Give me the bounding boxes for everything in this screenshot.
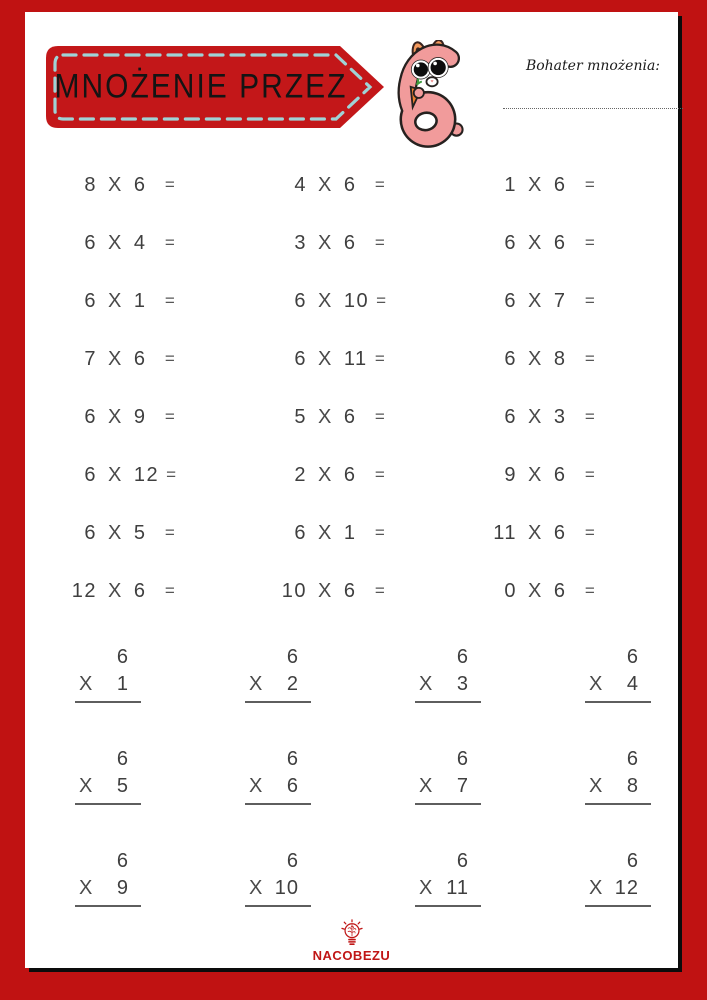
factor-a: 6 bbox=[294, 289, 307, 312]
times-operator: X bbox=[249, 775, 264, 797]
hero-label: Bohater mnożenia: bbox=[525, 58, 661, 74]
equals-sign: = bbox=[166, 465, 178, 484]
vertical-problem bbox=[75, 746, 141, 805]
factor-b: 6 bbox=[553, 231, 567, 254]
equals-sign: = bbox=[374, 233, 387, 252]
equals-sign: = bbox=[374, 175, 387, 194]
times-operator: X bbox=[528, 173, 543, 196]
vertical-operator-row bbox=[245, 773, 311, 800]
equals-sign: = bbox=[584, 465, 597, 484]
multiplication-problem bbox=[265, 388, 475, 446]
equals-sign: = bbox=[164, 175, 177, 194]
factor-b: 8 bbox=[553, 347, 567, 370]
vertical-multiplicand: 6 bbox=[116, 850, 129, 872]
factor-b: 1 bbox=[133, 289, 147, 312]
multiplication-problem bbox=[475, 562, 685, 620]
times-operator: X bbox=[108, 231, 123, 254]
times-operator: X bbox=[108, 289, 123, 312]
factor-a: 3 bbox=[294, 231, 307, 254]
vertical-operator-row bbox=[415, 875, 481, 902]
factor-b: 6 bbox=[553, 173, 567, 196]
footer bbox=[25, 919, 678, 963]
vertical-multiplier: 11 bbox=[446, 877, 469, 899]
equals-sign: = bbox=[374, 349, 387, 368]
times-operator: X bbox=[528, 405, 543, 428]
vertical-operator-row bbox=[245, 875, 311, 902]
times-operator: X bbox=[419, 775, 434, 797]
name-fill-line bbox=[503, 108, 683, 109]
times-operator: X bbox=[249, 877, 264, 899]
multiplication-problem bbox=[265, 446, 475, 504]
vertical-problem bbox=[415, 644, 481, 703]
multiplication-problem bbox=[55, 446, 265, 504]
factor-b: 1 bbox=[343, 521, 357, 544]
factor-a: 6 bbox=[504, 231, 517, 254]
factor-a: 6 bbox=[84, 231, 97, 254]
bunny-six-icon bbox=[385, 40, 473, 154]
vertical-problem bbox=[415, 746, 481, 805]
factor-a: 7 bbox=[84, 347, 97, 370]
vertical-multiplicand: 6 bbox=[626, 748, 639, 770]
equals-sign: = bbox=[164, 523, 177, 542]
vertical-multiplier: 4 bbox=[626, 673, 639, 695]
factor-a: 6 bbox=[84, 405, 97, 428]
multiplication-problem bbox=[265, 272, 475, 330]
factor-a: 6 bbox=[84, 463, 97, 486]
times-operator: X bbox=[318, 289, 333, 312]
multiplication-problem bbox=[475, 388, 685, 446]
factor-b: 6 bbox=[343, 579, 357, 602]
horizontal-problems-grid bbox=[55, 156, 685, 620]
times-operator: X bbox=[528, 289, 543, 312]
multiplication-problem bbox=[55, 504, 265, 562]
factor-b: 10 bbox=[343, 289, 370, 312]
times-operator: X bbox=[589, 673, 604, 695]
times-operator: X bbox=[589, 877, 604, 899]
times-operator: X bbox=[528, 347, 543, 370]
vertical-multiplicand: 6 bbox=[456, 646, 469, 668]
vertical-multiplier: 7 bbox=[456, 775, 469, 797]
equals-sign: = bbox=[584, 175, 597, 194]
vertical-multiplicand: 6 bbox=[286, 646, 299, 668]
vertical-multiplier: 1 bbox=[116, 673, 129, 695]
vertical-multiplier: 12 bbox=[614, 877, 639, 899]
vertical-problems-grid bbox=[75, 644, 651, 907]
equals-sign: = bbox=[374, 465, 387, 484]
worksheet-page bbox=[25, 12, 678, 968]
logo-text: NACOBEZU bbox=[312, 948, 391, 963]
vertical-multiplier: 2 bbox=[286, 673, 299, 695]
vertical-problem bbox=[245, 746, 311, 805]
equals-sign: = bbox=[374, 523, 387, 542]
equals-sign: = bbox=[374, 581, 387, 600]
multiplication-problem bbox=[265, 504, 475, 562]
times-operator: X bbox=[318, 521, 333, 544]
multiplication-problem bbox=[475, 330, 685, 388]
factor-a: 12 bbox=[71, 579, 97, 602]
multiplication-problem bbox=[475, 156, 685, 214]
vertical-operator-row bbox=[585, 773, 651, 800]
factor-b: 3 bbox=[553, 405, 567, 428]
factor-a: 8 bbox=[84, 173, 97, 196]
mascot-six-illustration bbox=[385, 40, 473, 154]
multiplication-problem bbox=[265, 214, 475, 272]
multiplication-problem bbox=[265, 562, 475, 620]
times-operator: X bbox=[528, 231, 543, 254]
times-operator: X bbox=[318, 463, 333, 486]
multiplication-problem bbox=[55, 388, 265, 446]
multiplication-problem bbox=[55, 156, 265, 214]
multiplication-problem bbox=[55, 562, 265, 620]
equals-sign: = bbox=[164, 291, 177, 310]
factor-b: 6 bbox=[133, 173, 147, 196]
vertical-multiplier: 5 bbox=[116, 775, 129, 797]
factor-a: 4 bbox=[294, 173, 307, 196]
hero-name-block bbox=[497, 58, 689, 109]
times-operator: X bbox=[419, 877, 434, 899]
factor-b: 6 bbox=[133, 579, 147, 602]
multiplication-problem bbox=[475, 446, 685, 504]
factor-b: 6 bbox=[343, 463, 357, 486]
factor-b: 12 bbox=[133, 463, 160, 486]
vertical-operator-row bbox=[415, 773, 481, 800]
times-operator: X bbox=[79, 673, 94, 695]
multiplication-problem bbox=[475, 214, 685, 272]
vertical-operator-row bbox=[245, 671, 311, 698]
factor-b: 6 bbox=[133, 347, 147, 370]
vertical-multiplier: 10 bbox=[274, 877, 299, 899]
factor-a: 10 bbox=[281, 579, 307, 602]
times-operator: X bbox=[108, 347, 123, 370]
factor-b: 6 bbox=[343, 405, 357, 428]
factor-b: 9 bbox=[133, 405, 147, 428]
times-operator: X bbox=[249, 673, 264, 695]
vertical-multiplicand: 6 bbox=[116, 748, 129, 770]
factor-b: 4 bbox=[133, 231, 147, 254]
factor-b: 5 bbox=[133, 521, 147, 544]
times-operator: X bbox=[528, 521, 543, 544]
times-operator: X bbox=[108, 173, 123, 196]
vertical-multiplier: 6 bbox=[286, 775, 299, 797]
factor-b: 7 bbox=[553, 289, 567, 312]
factor-a: 6 bbox=[84, 289, 97, 312]
factor-a: 6 bbox=[294, 521, 307, 544]
times-operator: X bbox=[108, 521, 123, 544]
factor-a: 1 bbox=[504, 173, 517, 196]
vertical-problem bbox=[75, 644, 141, 703]
factor-a: 6 bbox=[504, 289, 517, 312]
vertical-multiplier: 3 bbox=[456, 673, 469, 695]
vertical-multiplicand: 6 bbox=[626, 646, 639, 668]
equals-sign: = bbox=[164, 581, 177, 600]
vertical-problem bbox=[245, 644, 311, 703]
vertical-operator-row bbox=[585, 875, 651, 902]
factor-b: 6 bbox=[553, 463, 567, 486]
vertical-operator-row bbox=[415, 671, 481, 698]
vertical-multiplicand: 6 bbox=[116, 646, 129, 668]
vertical-multiplicand: 6 bbox=[286, 748, 299, 770]
equals-sign: = bbox=[584, 407, 597, 426]
vertical-multiplicand: 6 bbox=[626, 850, 639, 872]
times-operator: X bbox=[79, 877, 94, 899]
times-operator: X bbox=[528, 579, 543, 602]
factor-a: 9 bbox=[504, 463, 517, 486]
multiplication-problem bbox=[55, 330, 265, 388]
factor-b: 11 bbox=[343, 347, 368, 370]
times-operator: X bbox=[318, 231, 333, 254]
equals-sign: = bbox=[584, 291, 597, 310]
equals-sign: = bbox=[164, 233, 177, 252]
brain-bulb-logo-icon bbox=[335, 919, 369, 947]
vertical-multiplier: 8 bbox=[626, 775, 639, 797]
multiplication-problem bbox=[265, 156, 475, 214]
vertical-multiplicand: 6 bbox=[456, 748, 469, 770]
multiplication-problem bbox=[475, 504, 685, 562]
times-operator: X bbox=[318, 579, 333, 602]
vertical-problem bbox=[75, 848, 141, 907]
vertical-operator-row bbox=[75, 671, 141, 698]
equals-sign: = bbox=[376, 291, 388, 310]
factor-a: 6 bbox=[84, 521, 97, 544]
factor-b: 6 bbox=[553, 521, 567, 544]
factor-b: 6 bbox=[343, 173, 357, 196]
equals-sign: = bbox=[584, 581, 597, 600]
banner-title: MNOŻENIE PRZEZ bbox=[54, 67, 348, 106]
vertical-problem bbox=[415, 848, 481, 907]
multiplication-problem bbox=[265, 330, 475, 388]
times-operator: X bbox=[108, 579, 123, 602]
equals-sign: = bbox=[584, 233, 597, 252]
times-operator: X bbox=[79, 775, 94, 797]
times-operator: X bbox=[318, 405, 333, 428]
vertical-multiplicand: 6 bbox=[456, 850, 469, 872]
vertical-multiplicand: 6 bbox=[286, 850, 299, 872]
equals-sign: = bbox=[164, 349, 177, 368]
vertical-operator-row bbox=[585, 671, 651, 698]
times-operator: X bbox=[318, 347, 333, 370]
vertical-operator-row bbox=[75, 875, 141, 902]
times-operator: X bbox=[108, 463, 123, 486]
multiplication-problem bbox=[55, 214, 265, 272]
equals-sign: = bbox=[164, 407, 177, 426]
vertical-problem bbox=[585, 644, 651, 703]
times-operator: X bbox=[528, 463, 543, 486]
times-operator: X bbox=[318, 173, 333, 196]
factor-a: 0 bbox=[504, 579, 517, 602]
vertical-multiplier: 9 bbox=[116, 877, 129, 899]
factor-a: 6 bbox=[504, 405, 517, 428]
multiplication-problem bbox=[55, 272, 265, 330]
vertical-operator-row bbox=[75, 773, 141, 800]
factor-b: 6 bbox=[553, 579, 567, 602]
factor-a: 6 bbox=[504, 347, 517, 370]
times-operator: X bbox=[108, 405, 123, 428]
equals-sign: = bbox=[584, 523, 597, 542]
vertical-problem bbox=[585, 848, 651, 907]
vertical-problem bbox=[585, 746, 651, 805]
factor-a: 6 bbox=[294, 347, 307, 370]
times-operator: X bbox=[589, 775, 604, 797]
factor-a: 5 bbox=[294, 405, 307, 428]
factor-b: 6 bbox=[343, 231, 357, 254]
equals-sign: = bbox=[374, 407, 387, 426]
equals-sign: = bbox=[584, 349, 597, 368]
title-banner bbox=[45, 45, 385, 129]
factor-a: 2 bbox=[294, 463, 307, 486]
factor-a: 11 bbox=[493, 521, 517, 544]
multiplication-problem bbox=[475, 272, 685, 330]
vertical-problem bbox=[245, 848, 311, 907]
times-operator: X bbox=[419, 673, 434, 695]
